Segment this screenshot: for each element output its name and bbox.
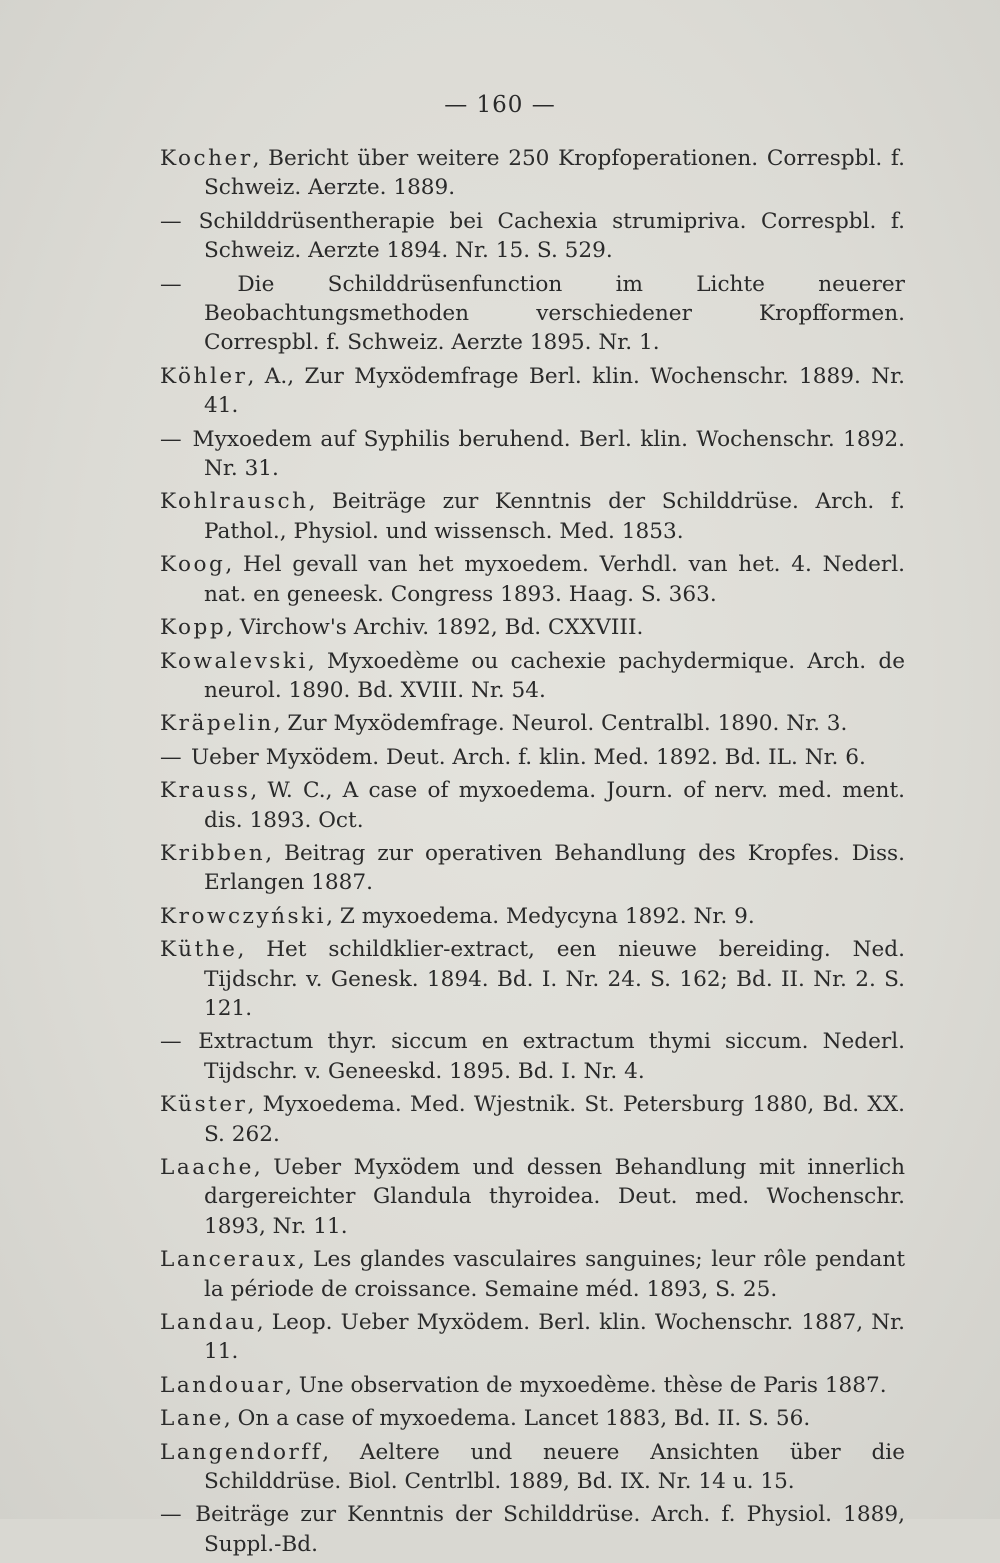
bibliography-entry <box>160 647 905 706</box>
bibliography-entry <box>160 839 905 898</box>
bibliography-entry <box>160 144 905 203</box>
entry-author: Krowczyński <box>160 903 327 929</box>
entry-text: , Beiträge zur Kenntnis der Schilddrüse. Arch. f. Pathol., Physiol. und wissensch. Med. 1853. <box>204 489 905 544</box>
entry-author: Küster <box>160 1092 248 1118</box>
entry-text: Beiträge zur Kenntnis der Schilddrüse. Arch. f. Physiol. 1889, Suppl.-Bd. <box>184 1502 905 1557</box>
entry-author: — <box>160 208 185 234</box>
entry-text: , On a case of myxoedema. Lancet 1883, Bd. II. S. 56. <box>223 1406 811 1432</box>
entry-text: , Une observation de myxoedème. thèse de Paris 1887. <box>285 1372 887 1398</box>
bibliography-entry <box>160 935 905 1023</box>
entry-author: Landau <box>160 1310 257 1336</box>
bibliography-entry <box>160 613 905 642</box>
entry-author: Lane <box>160 1406 224 1432</box>
entry-author: — <box>160 426 185 452</box>
bibliography-entry <box>160 1438 905 1497</box>
entry-text: , W. C., A case of myxoedema. Journ. of nerv. med. ment. dis. 1893. Oct. <box>204 778 905 833</box>
entry-author: Kowalevski <box>160 648 308 674</box>
entry-author: Krauss <box>160 778 251 804</box>
entry-author: Lanceraux <box>160 1247 298 1273</box>
entry-text: , Myxoedème ou cachexie pachydermique. Arch. de neurol. 1890. Bd. XVIII. Nr. 54. <box>204 648 905 703</box>
entry-text: , Beitrag zur operativen Behandlung des Kropfes. Diss. Erlangen 1887. <box>204 840 905 896</box>
entry-author: Koog <box>160 552 226 578</box>
bibliography-entry <box>160 550 905 609</box>
bibliography-entry <box>160 1500 905 1559</box>
entry-text: Extractum thyr. siccum en extractum thymi siccum. Nederl. Tijdschr. v. Geneeskd. 1895. Bd. I. Nr. 4. <box>184 1029 905 1084</box>
entry-text: , Leop. Ueber Myxödem. Berl. klin. Wochenschr. 1887, Nr. 11. <box>204 1310 905 1365</box>
bibliography-entry <box>160 270 905 358</box>
entry-text: Myxoedem auf Syphilis beruhend. Berl. klin. Wochenschr. 1892. Nr. 31. <box>184 426 905 482</box>
entry-author: Kocher <box>160 146 253 171</box>
entry-text: , Hel gevall van het myxoedem. Verhdl. van het. 4. Nederl. nat. en geneesk. Congress 1893. Haag. S. 363. <box>204 552 905 607</box>
entry-text: , A., Zur Myxödemfrage Berl. klin. Wochenschr. 1889. Nr. 41. <box>204 363 905 419</box>
bibliography-entry <box>160 776 905 835</box>
bibliography-entry <box>160 1308 905 1367</box>
entry-author: Kribben <box>160 840 266 866</box>
bibliography-entry <box>160 1245 905 1304</box>
bibliography-entry <box>160 362 905 421</box>
bibliography-entry <box>160 902 905 931</box>
bibliography-list <box>160 144 905 1563</box>
entry-text: , Ueber Myxödem und dessen Behandlung mit innerlich dargereichter Glandula thyroidea. Deut. med. Wochenschr. 1893, Nr. 11. <box>204 1155 905 1239</box>
bibliography-entry <box>160 1371 905 1400</box>
entry-author: — <box>160 744 185 770</box>
entry-text: , Virchow's Archiv. 1892, Bd. CXXVIII. <box>226 615 644 641</box>
entry-text: , Les glandes vasculaires sanguines; leur rôle pendant la période de croissance. Semaine méd. 1893, S. 25. <box>204 1247 905 1302</box>
entry-author: Kohlrausch <box>160 489 309 515</box>
bibliography-entry <box>160 1027 905 1086</box>
entry-author: — <box>160 1502 185 1528</box>
bibliography-entry <box>160 1090 905 1149</box>
entry-text: Schilddrüsentherapie bei Cachexia strumipriva. Correspbl. f. Schweiz. Aerzte 1894. Nr. 15. S. 529. <box>184 208 905 264</box>
entry-author: Langendorff <box>160 1439 323 1465</box>
page-number: — 160 — <box>444 92 556 118</box>
entry-text: , Bericht über weitere 250 Kropfoperationen. Correspbl. f. Schweiz. Aerzte. 1889. <box>204 146 905 201</box>
entry-author: Laache <box>160 1155 254 1180</box>
entry-text: Ueber Myxödem. Deut. Arch. f. klin. Med. 1892. Bd. IL. Nr. 6. <box>184 744 866 770</box>
bibliography-entry <box>160 709 905 738</box>
bibliography-entry <box>160 487 905 546</box>
entry-author: Kopp <box>160 615 227 641</box>
entry-author: Landouar <box>160 1372 286 1398</box>
bibliography-entry <box>160 1404 905 1433</box>
entry-author: — <box>160 1029 185 1055</box>
bibliography-entry <box>160 207 905 266</box>
entry-author: Küthe <box>160 937 238 963</box>
entry-text: , Z myxoedema. Medycyna 1892. Nr. 9. <box>326 903 755 929</box>
entry-author: — <box>160 271 185 297</box>
bibliography-entry <box>160 425 905 484</box>
entry-text: , Myxoedema. Med. Wjestnik. St. Petersburg 1880, Bd. XX. S. 262. <box>204 1092 905 1147</box>
entry-author: Köhler <box>160 363 248 389</box>
entry-text: , Het schildklier-extract, een nieuwe bereiding. Ned. Tijdschr. v. Genesk. 1894. Bd. I. Nr. 24. S. 162; Bd. II. Nr. 2. S. 121. <box>204 937 905 1021</box>
entry-text: , Zur Myxödemfrage. Neurol. Centralbl. 1890. Nr. 3. <box>273 711 848 737</box>
entry-author: Kräpelin <box>160 711 274 737</box>
entry-text: , Aeltere und neuere Ansichten über die Schilddrüse. Biol. Centrlbl. 1889, Bd. IX. Nr. 14 u. 15. <box>204 1439 905 1495</box>
entry-text: Die Schilddrüsenfunction im Lichte neuerer Beobachtungsmethoden verschiedener Kropfformen. Correspbl. f. Schweiz. Aerzte 1895. Nr. 1. <box>184 271 905 356</box>
bibliography-entry <box>160 1153 905 1241</box>
bibliography-entry <box>160 743 905 772</box>
